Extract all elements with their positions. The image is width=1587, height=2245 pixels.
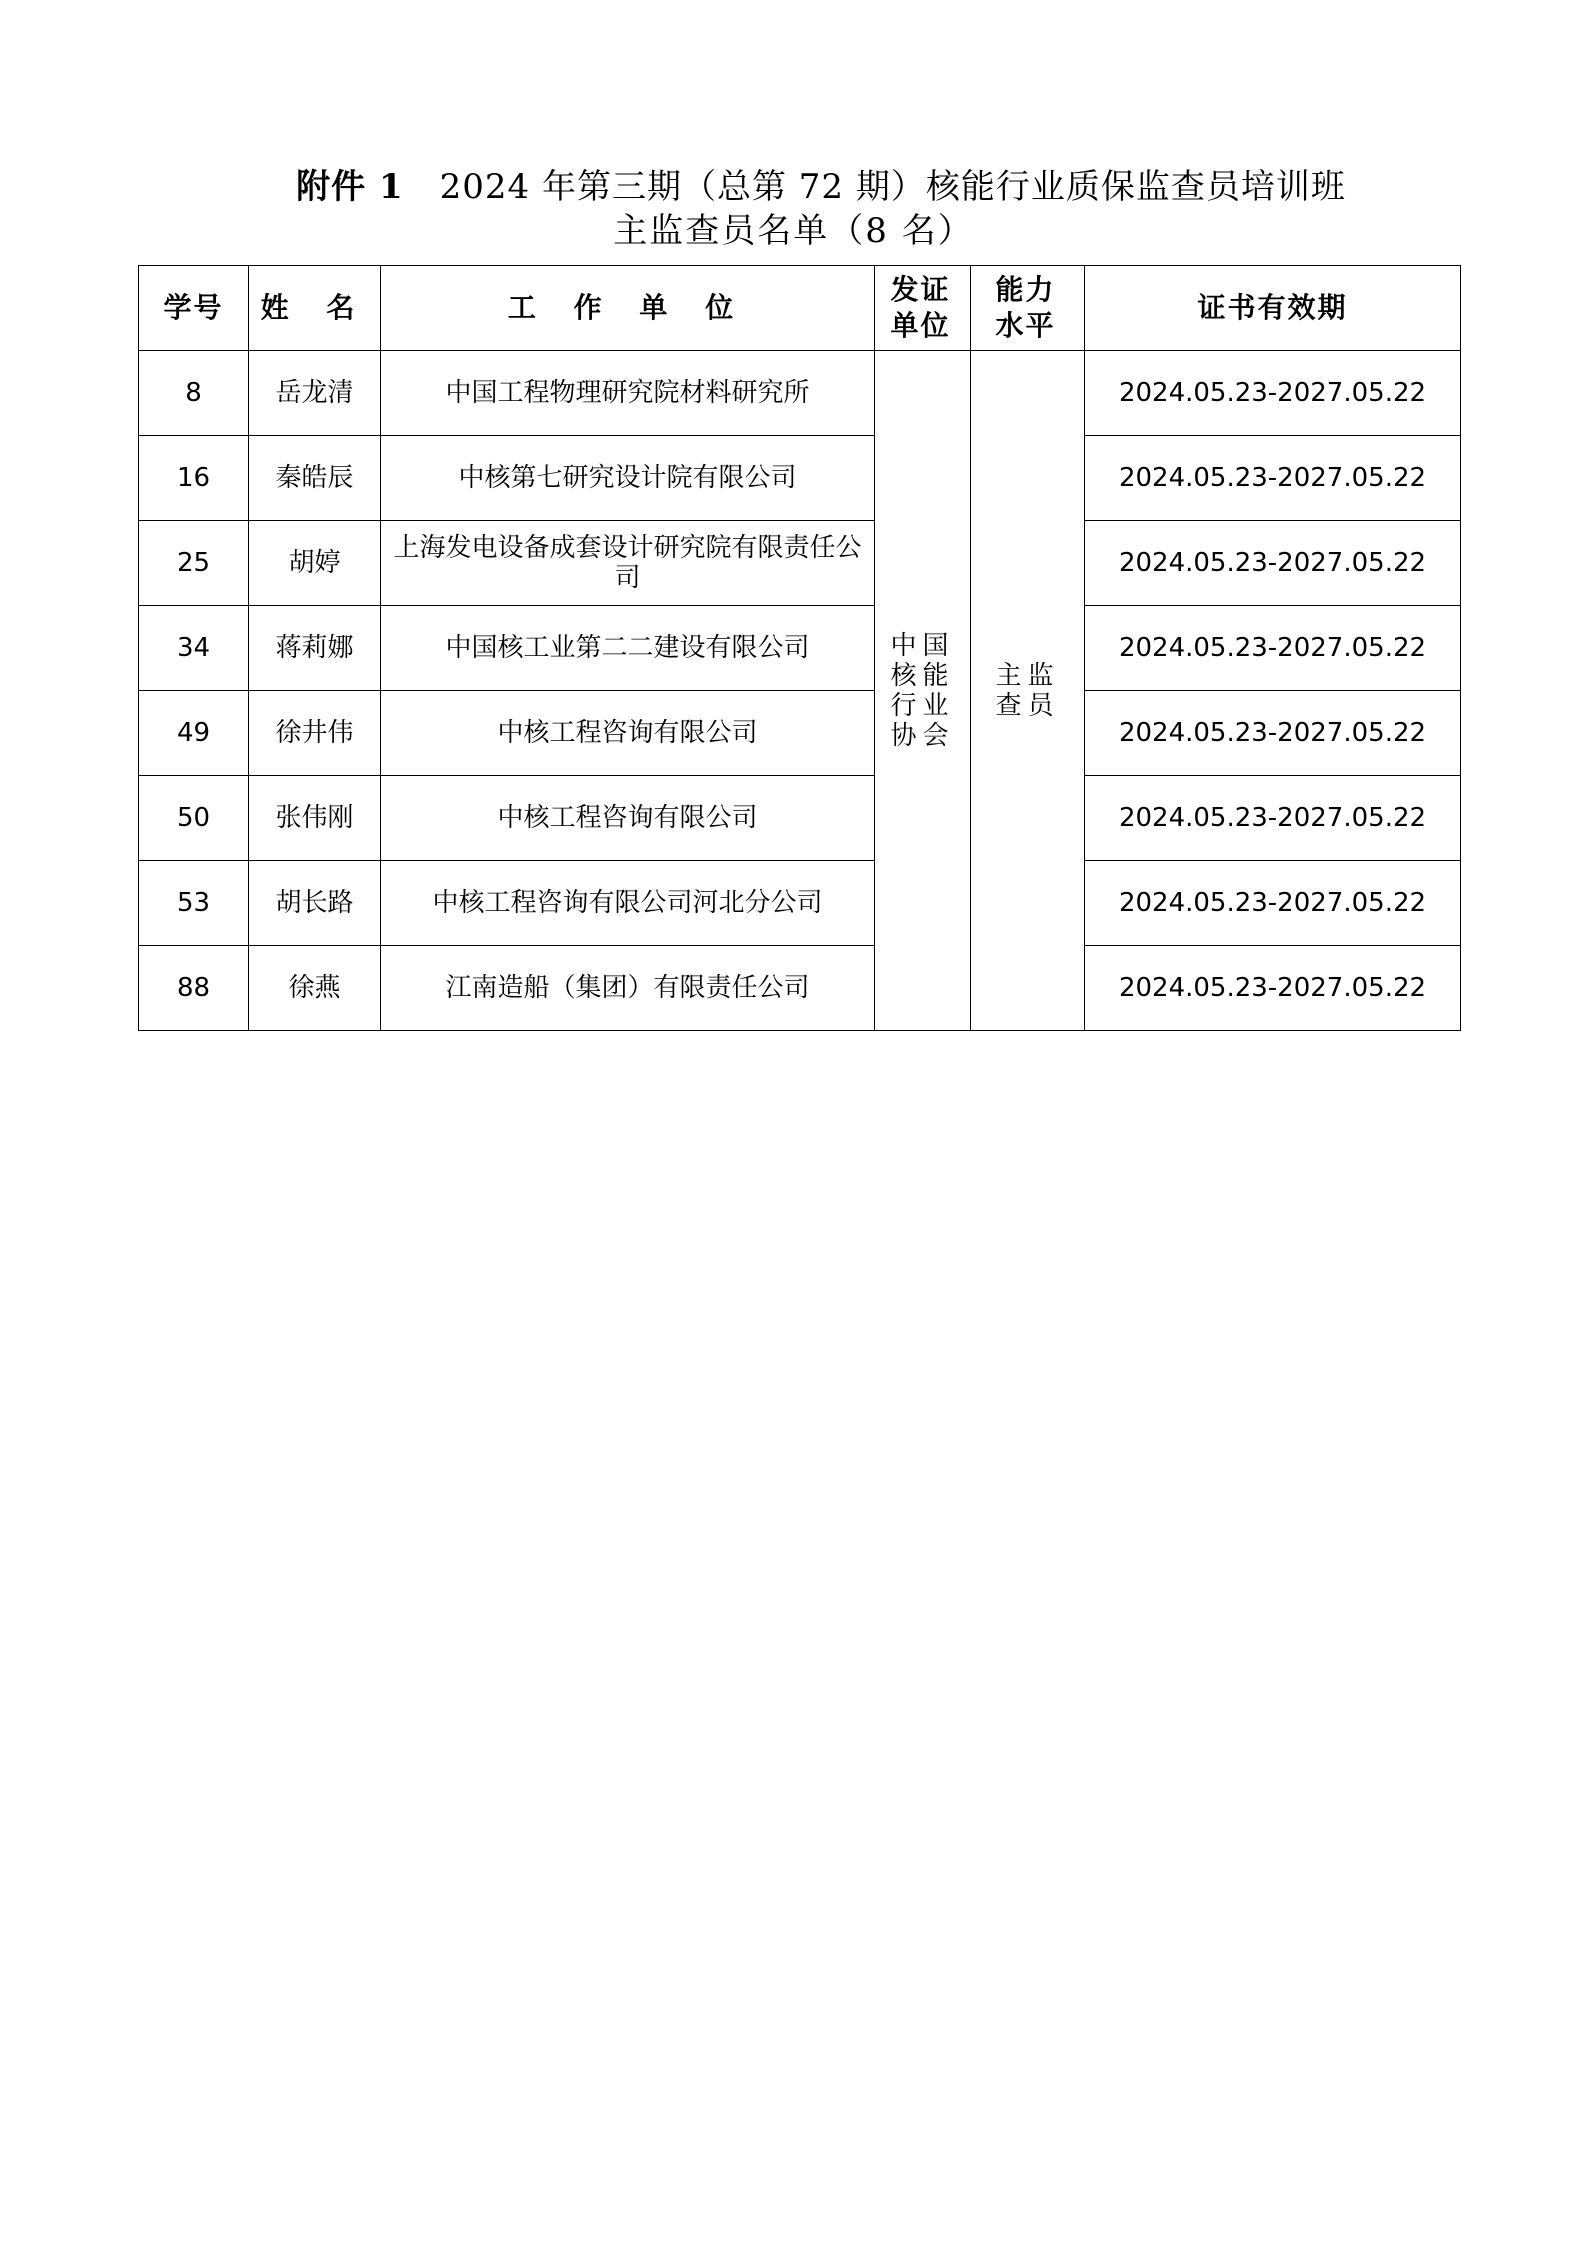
header-validity: 证书有效期 — [1085, 266, 1461, 351]
table-header-row — [139, 266, 1461, 351]
header-id: 学号 — [139, 266, 249, 351]
title-line-2: 主监查员名单（8 名） — [613, 211, 974, 251]
row-name: 秦皓辰 — [249, 436, 381, 521]
row-validity: 2024.05.23-2027.05.22 — [1085, 521, 1461, 606]
table-row — [139, 351, 1461, 436]
document-title — [0, 165, 1587, 253]
row-unit: 中核工程咨询有限公司 — [381, 776, 875, 861]
table-row — [139, 691, 1461, 776]
row-id: 50 — [139, 776, 249, 861]
row-name: 胡婷 — [249, 521, 381, 606]
row-unit: 上海发电设备成套设计研究院有限责任公司 — [381, 521, 875, 606]
row-name: 徐井伟 — [249, 691, 381, 776]
row-validity: 2024.05.23-2027.05.22 — [1085, 436, 1461, 521]
row-unit: 中国核工业第二二建设有限公司 — [381, 606, 875, 691]
row-id: 49 — [139, 691, 249, 776]
title-main: 2024 年第三期（总第 72 期）核能行业质保监查员培训班 — [439, 167, 1346, 207]
row-id: 34 — [139, 606, 249, 691]
row-unit: 中核工程咨询有限公司河北分公司 — [381, 861, 875, 946]
issuer-text: 中国核能行业协会 — [890, 630, 955, 751]
level-cell — [971, 351, 1085, 1031]
level-text: 主监查员 — [995, 660, 1060, 721]
row-validity: 2024.05.23-2027.05.22 — [1085, 776, 1461, 861]
row-name: 徐燕 — [249, 946, 381, 1031]
title-line-1 — [55, 165, 1587, 209]
row-name: 蒋莉娜 — [249, 606, 381, 691]
table-row — [139, 946, 1461, 1031]
row-unit: 中国工程物理研究院材料研究所 — [381, 351, 875, 436]
header-level: 能力水平 — [971, 266, 1085, 351]
row-name: 岳龙清 — [249, 351, 381, 436]
row-id: 88 — [139, 946, 249, 1031]
table-row — [139, 521, 1461, 606]
inspector-roster-table — [138, 265, 1461, 1031]
table-row — [139, 606, 1461, 691]
row-validity: 2024.05.23-2027.05.22 — [1085, 861, 1461, 946]
row-id: 8 — [139, 351, 249, 436]
header-unit: 工 作 单 位 — [381, 266, 875, 351]
row-unit: 中核第七研究设计院有限公司 — [381, 436, 875, 521]
row-validity: 2024.05.23-2027.05.22 — [1085, 351, 1461, 436]
table-row — [139, 776, 1461, 861]
attachment-label: 附件 1 — [296, 167, 404, 207]
row-validity: 2024.05.23-2027.05.22 — [1085, 691, 1461, 776]
issuer-cell — [875, 351, 971, 1031]
row-id: 53 — [139, 861, 249, 946]
row-id: 25 — [139, 521, 249, 606]
row-unit: 中核工程咨询有限公司 — [381, 691, 875, 776]
table-row — [139, 436, 1461, 521]
row-id: 16 — [139, 436, 249, 521]
row-name: 胡长路 — [249, 861, 381, 946]
row-name: 张伟刚 — [249, 776, 381, 861]
row-unit: 江南造船（集团）有限责任公司 — [381, 946, 875, 1031]
header-name: 姓 名 — [249, 266, 381, 351]
header-issuer: 发证单位 — [875, 266, 971, 351]
table-row — [139, 861, 1461, 946]
row-validity: 2024.05.23-2027.05.22 — [1085, 606, 1461, 691]
row-validity: 2024.05.23-2027.05.22 — [1085, 946, 1461, 1031]
